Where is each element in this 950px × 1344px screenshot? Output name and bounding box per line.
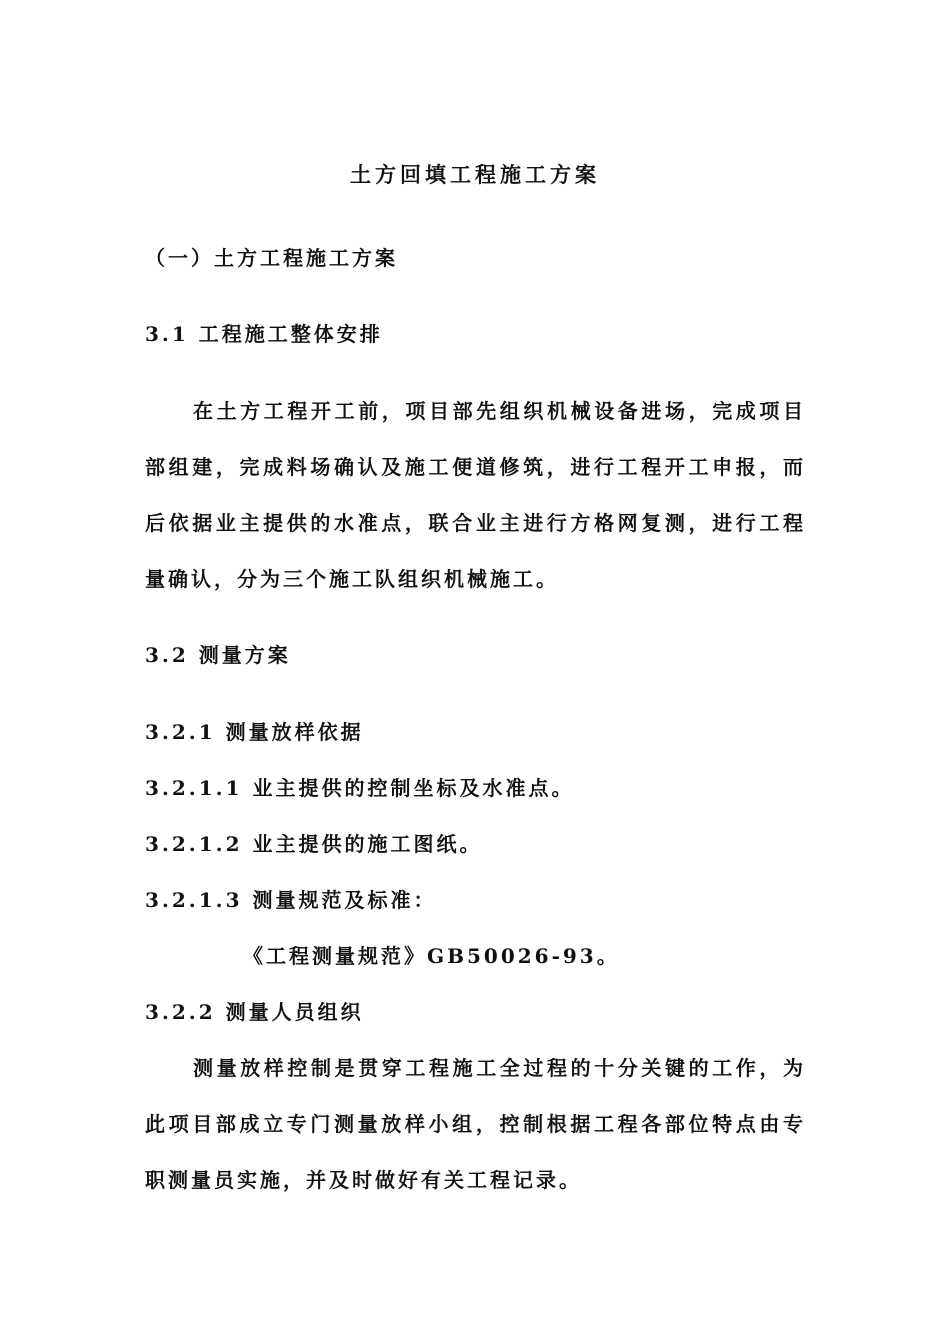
item-3-2-1-2: 3.2.1.2 业主提供的施工图纸。 bbox=[145, 832, 483, 856]
paragraph-3-2-2-line-1: 测量放样控制是贯穿工程施工全过程的十分关键的工作，为 bbox=[193, 1056, 805, 1080]
heading-3-1: 3.1 工程施工整体安排 bbox=[145, 322, 383, 346]
item-3-2-1-3: 3.2.1.3 测量规范及标准： bbox=[145, 888, 437, 912]
paragraph-3-2-2-line-3: 职测量员实施，并及时做好有关工程记录。 bbox=[145, 1168, 582, 1192]
item-3-2-1-1: 3.2.1.1 业主提供的控制坐标及水准点。 bbox=[145, 776, 575, 800]
paragraph-3-1-line-1: 在土方工程开工前，项目部先组织机械设备进场，完成项目 bbox=[193, 399, 805, 423]
paragraph-3-1-line-2: 部组建，完成料场确认及施工便道修筑，进行工程开工申报，而 bbox=[145, 455, 805, 479]
paragraph-3-1-line-4: 量确认，分为三个施工队组织机械施工。 bbox=[145, 567, 559, 591]
paragraph-3-1-line-3: 后依据业主提供的水准点，联合业主进行方格网复测，进行工程 bbox=[145, 511, 805, 535]
section-heading-1: （一）土方工程施工方案 bbox=[145, 246, 398, 270]
paragraph-3-2-2-line-2: 此项目部成立专门测量放样小组，控制根据工程各部位特点由专 bbox=[145, 1112, 805, 1136]
document-title: 土方回填工程施工方案 bbox=[350, 162, 600, 187]
heading-3-2-1: 3.2.1 测量放样依据 bbox=[145, 720, 364, 744]
standard-reference: 《工程测量规范》GB50026-93。 bbox=[243, 944, 620, 968]
heading-3-2-2: 3.2.2 测量人员组织 bbox=[145, 1000, 364, 1024]
heading-3-2: 3.2 测量方案 bbox=[145, 643, 291, 667]
